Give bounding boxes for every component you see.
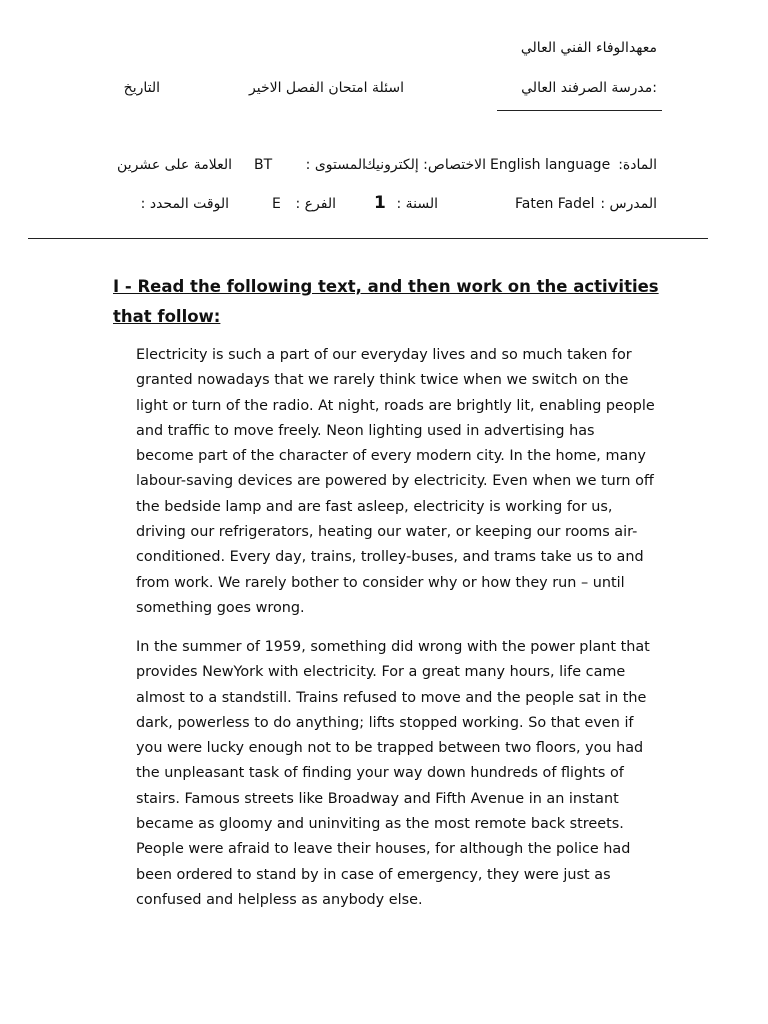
exam-title: اسئلة امتحان الفصل الاخير [249,80,404,96]
teacher-value: Faten Fadel [515,196,595,212]
teacher-label: المدرس : [600,196,657,212]
level-value: BT [254,157,273,173]
date-label: التاريخ [123,80,160,96]
school-name: :مدرسة الصرفند العالي [521,80,657,96]
subject-label: المادة: [618,157,657,173]
passage-paragraph-2: In the summer of 1959, something did wrong with the power plant that provides NewYork with electricity. For a great many hours, life came almost to a standstill. Trains refused to move and the people sat in the dark, powerless to do anything; lifts stopped working. So that even if you were lucky enough not to be trapped between two floors, you had the unpleasant task of finding your way down hundreds of flights of stairs. Famous streets like Broadway and Fifth Avenue in an instant became as gloomy and uninviting as the most remote back streets. People were afraid to leave their houses, for although the police had been ordered to stand by in case of emergency, they were just as confused and helpless as anybody else. [136,639,650,908]
grade-label: العلامة على عشرين [117,157,232,173]
institute-name: معهدالوفاء الفني العالي [520,40,657,56]
level-label: المستوى : [305,157,366,173]
year-label: السنة : [396,196,438,212]
passage-paragraph-1: Electricity is such a part of our everyday lives and so much taken for granted nowadays that we rarely think twice when we switch on the light or turn of the radio. At night, roads are brightly lit, enabling people and traffic to move freely. Neon lighting used in advertising has become part of the character of every modern city. In the home, many labour-saving devices are powered by electricity. Even when we turn off the bedside lamp and are fast asleep, electricity is working for us, driving our refrigerators, heating our water, or keeping our rooms air-conditioned. Every day, trains, trolley-buses, and trams take us to and from work. We rarely bother to consider why or how they run – until something goes wrong. [136,347,655,616]
year-value: 1 [374,193,386,213]
header-underline [497,110,662,111]
branch-label: الفرع : [295,196,336,212]
time-label: الوقت المحدد : [140,196,229,212]
subject-value: English language [490,157,611,173]
specialty-label: الاختصاص: إلكترونيك [364,157,486,173]
section-heading: I - Read the following text, and then work on the activities that follow: [113,277,659,326]
section-divider [28,238,708,239]
branch-value: E [272,196,281,212]
